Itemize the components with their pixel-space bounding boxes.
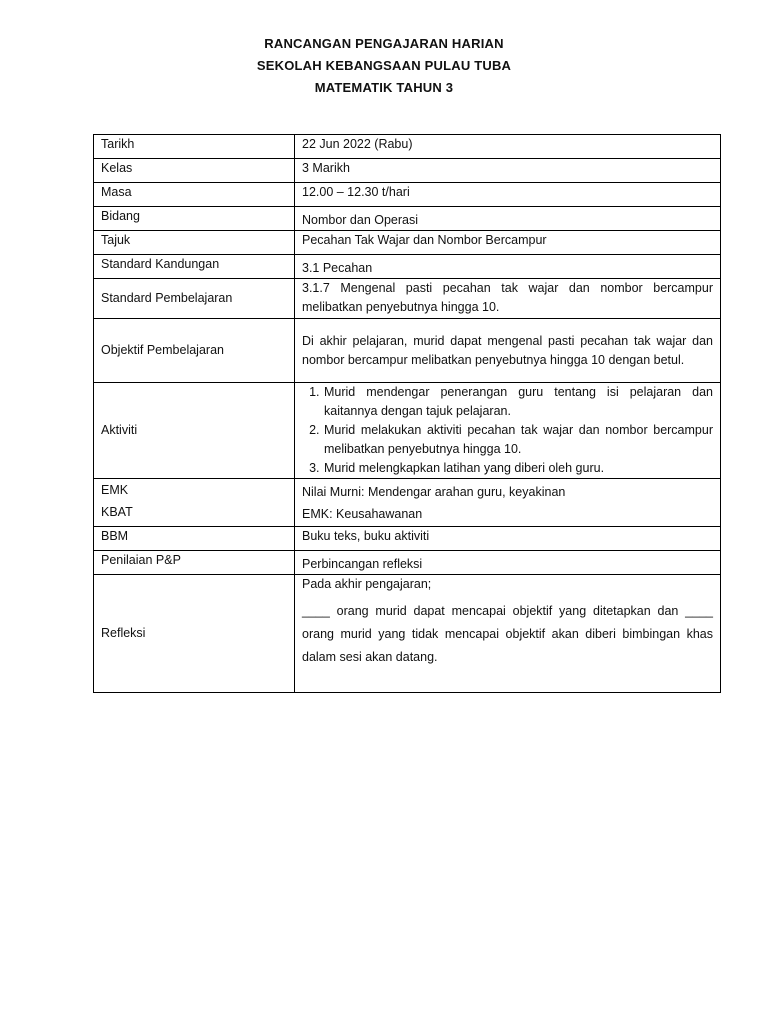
value-bbm: Buku teks, buku aktiviti: [295, 527, 721, 551]
activity-item: 2. Murid melakukan aktiviti pecahan tak wajar dan nombor bercampur melibatkan penyebutnya hingga 10.: [323, 421, 713, 459]
value-penilaian: Perbincangan refleksi: [295, 551, 721, 575]
label-masa: Masa: [94, 183, 295, 207]
label-standard-kandungan: Standard Kandungan: [94, 255, 295, 279]
label-kelas: Kelas: [94, 159, 295, 183]
activity-list: [302, 383, 713, 478]
label-tarikh: Tarikh: [94, 135, 295, 159]
lesson-plan-table: [93, 134, 721, 693]
header-school: SEKOLAH KEBANGSAAN PULAU TUBA: [256, 58, 512, 73]
row-tarikh: [94, 135, 721, 159]
row-tajuk: [94, 231, 721, 255]
activity-item: 3. Murid melengkapkan latihan yang diberi oleh guru.: [323, 459, 713, 478]
label-objektif: Objektif Pembelajaran: [94, 319, 295, 383]
activity-item: 1. Murid mendengar penerangan guru tentang isi pelajaran dan kaitannya dengan tajuk pelajaran.: [323, 383, 713, 421]
row-standard-kandungan: [94, 255, 721, 279]
header-title: RANCANGAN PENGAJARAN HARIAN: [264, 36, 504, 51]
label-standard-pembelajaran: Standard Pembelajaran: [94, 279, 295, 319]
row-standard-pembelajaran: [94, 279, 721, 319]
value-emk-kbat: [295, 479, 721, 527]
row-refleksi: [94, 575, 721, 693]
refleksi-intro: Pada akhir pengajaran;: [302, 577, 432, 591]
row-penilaian: [94, 551, 721, 575]
value-standard-pembelajaran: 3.1.7 Mengenal pasti pecahan tak wajar dan nombor bercampur melibatkan penyebutnya hingga 10.: [295, 279, 721, 319]
value-kelas: 3 Marikh: [295, 159, 721, 183]
value-kbat: EMK: Keusahawanan: [302, 507, 423, 521]
value-tajuk: Pecahan Tak Wajar dan Nombor Bercampur: [295, 231, 721, 255]
label-penilaian: Penilaian P&P: [94, 551, 295, 575]
value-objektif: Di akhir pelajaran, murid dapat mengenal pasti pecahan tak wajar dan nombor bercampur melibatkan penyebutnya hingga 10 dengan betul.: [295, 319, 721, 383]
document-header: [0, 33, 768, 99]
value-emk: Nilai Murni: Mendengar arahan guru, keyakinan: [302, 485, 566, 499]
label-emk: EMK: [101, 483, 129, 497]
row-objektif: [94, 319, 721, 383]
row-bidang: [94, 207, 721, 231]
value-standard-kandungan: 3.1 Pecahan: [295, 255, 721, 279]
label-tajuk: Tajuk: [94, 231, 295, 255]
row-aktiviti: [94, 383, 721, 479]
row-bbm: [94, 527, 721, 551]
label-emk-kbat: [94, 479, 295, 527]
value-aktiviti: [295, 383, 721, 479]
row-kelas: [94, 159, 721, 183]
value-tarikh: 22 Jun 2022 (Rabu): [295, 135, 721, 159]
row-emk-kbat: [94, 479, 721, 527]
value-refleksi: [295, 575, 721, 693]
refleksi-text: ____ orang murid dapat mencapai objektif yang ditetapkan dan ____ orang murid yang tidak mencapai objektif akan diberi bimbingan khas dalam sesi akan datang.: [302, 604, 713, 664]
row-masa: [94, 183, 721, 207]
label-aktiviti: Aktiviti: [94, 383, 295, 479]
label-refleksi: Refleksi: [94, 575, 295, 693]
value-masa: 12.00 – 12.30 t/hari: [295, 183, 721, 207]
value-bidang: Nombor dan Operasi: [295, 207, 721, 231]
label-bbm: BBM: [94, 527, 295, 551]
label-kbat: KBAT: [101, 505, 133, 519]
header-subject: MATEMATIK TAHUN 3: [314, 80, 454, 95]
label-bidang: Bidang: [94, 207, 295, 231]
